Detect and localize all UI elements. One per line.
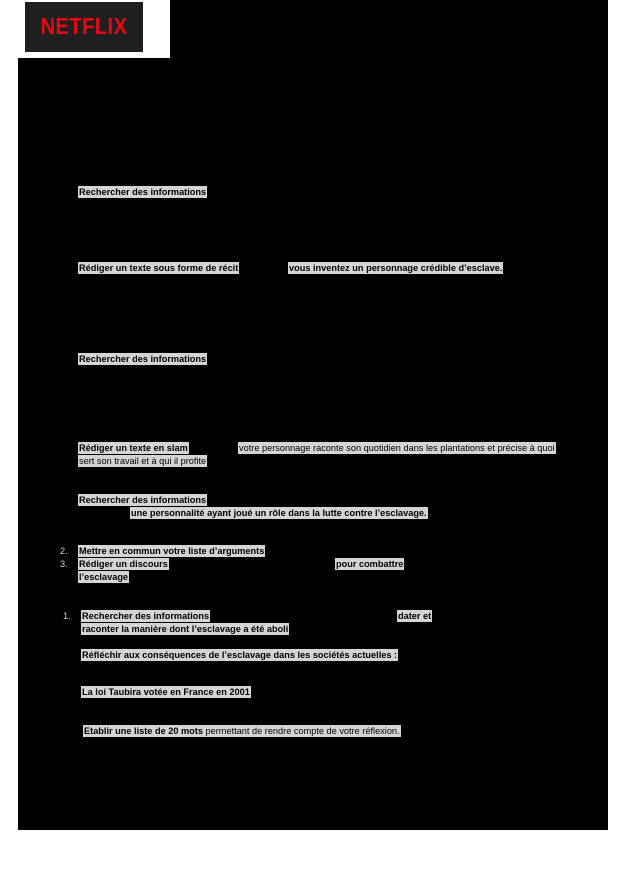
write-speech-detail-2: l’esclavage [79,572,129,582]
list-number-1: 1. [63,611,71,621]
write-slam-detail-1: votre personnage raconte son quotidien dans les plantations et précise à quoi [239,443,555,453]
write-slam-detail-2: sert son travail et à qui il profite [79,456,207,466]
research-line-4: Rechercher des informations [82,611,210,621]
write-speech-line: Rédiger un discours [79,559,168,569]
reflect-line: Réfléchir aux conséquences de l’esclavage dans les sociétés actuelles : [82,650,398,660]
write-recit-detail: vous inventez un personnage crédible d’esclave. [289,263,503,273]
list-number-2: 2. [60,546,68,556]
research-3-detail: une personnalité ayant joué un rôle dans la lutte contre l’esclavage. [131,508,427,518]
write-speech-detail-1: pour combattre [336,559,404,569]
research-4-line-2: raconter la manière dont l’esclavage a été aboli [82,624,289,634]
word-list-line [83,725,401,737]
word-list-rest: permettant de rendre compte de votre réflexion. [202,726,400,736]
research-line-2: Rechercher des informations [79,354,207,364]
netflix-logo-text: NETFLIX [40,13,128,40]
word-list-bold: Etablir une liste de 20 mots [84,726,203,736]
redacted-content-block [18,0,608,830]
list-number-3: 3. [60,559,68,569]
research-line-1: Rechercher des informations [79,187,207,197]
netflix-logo [25,2,143,52]
share-list-line: Mettre en commun votre liste d’arguments [79,546,265,556]
write-slam-line: Rédiger un texte en slam [79,443,188,453]
research-4-detail: dater et [398,611,432,621]
research-line-3: Rechercher des informations [79,495,207,505]
taubira-line: La loi Taubira votée en France en 2001 [82,687,250,697]
write-recit-line: Rédiger un texte sous forme de récit [79,263,239,273]
